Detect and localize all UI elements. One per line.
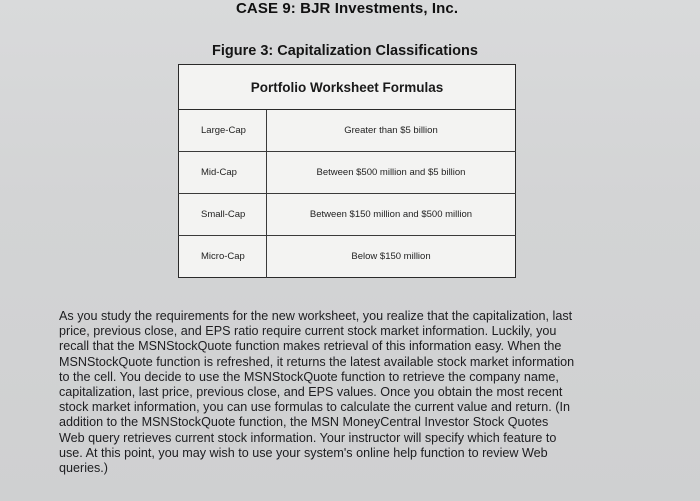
paragraph-line: to the cell. You decide to use the MSNStockQuote function to retrieve the company name, <box>59 369 559 384</box>
table-row <box>179 152 516 194</box>
paragraph-line: capitalization, last price, previous close, and EPS values. Once you obtain the most recent <box>59 385 563 400</box>
row-description: Between $500 million and $5 billion <box>267 152 516 194</box>
paragraph-line: addition to the MSNStockQuote function, the MSN MoneyCentral Investor Stock Quotes <box>59 415 549 430</box>
paragraph-line: use. At this point, you may wish to use your system's online help function to review Web <box>59 445 548 460</box>
paragraph-line: queries.) <box>59 461 108 476</box>
body-paragraph <box>59 309 649 476</box>
row-category: Small-Cap <box>179 194 267 236</box>
table-header: Portfolio Worksheet Formulas <box>179 65 516 110</box>
row-category: Micro-Cap <box>179 236 267 278</box>
capitalization-table <box>178 64 516 278</box>
paragraph-line: Web query retrieves current stock information. Your instructor will specify which feature to <box>59 430 557 445</box>
row-category: Mid-Cap <box>179 152 267 194</box>
paragraph-line: stock market information, you can use formulas to calculate the current value and return. (In <box>59 400 570 415</box>
paragraph-line: As you study the requirements for the new worksheet, you realize that the capitalization, last <box>59 309 573 323</box>
case-title: CASE 9: BJR Investments, Inc. <box>236 0 459 17</box>
table-row <box>179 110 516 152</box>
table-row <box>179 194 516 236</box>
figure-title: Figure 3: Capitalization Classifications <box>212 43 478 59</box>
table-row <box>179 236 516 278</box>
row-description: Between $150 million and $500 million <box>267 194 516 236</box>
paragraph-line: recall that the MSNStockQuote function makes retrieval of this information easy. When the <box>59 339 562 354</box>
row-description: Greater than $5 billion <box>267 110 516 152</box>
paragraph-line: MSNStockQuote function is refreshed, it returns the latest available stock market information <box>59 354 575 369</box>
paragraph-line: price, previous close, and EPS ratio require current stock market information. Luckily, you <box>59 324 557 339</box>
row-category: Large-Cap <box>179 110 267 152</box>
row-description: Below $150 million <box>267 236 516 278</box>
